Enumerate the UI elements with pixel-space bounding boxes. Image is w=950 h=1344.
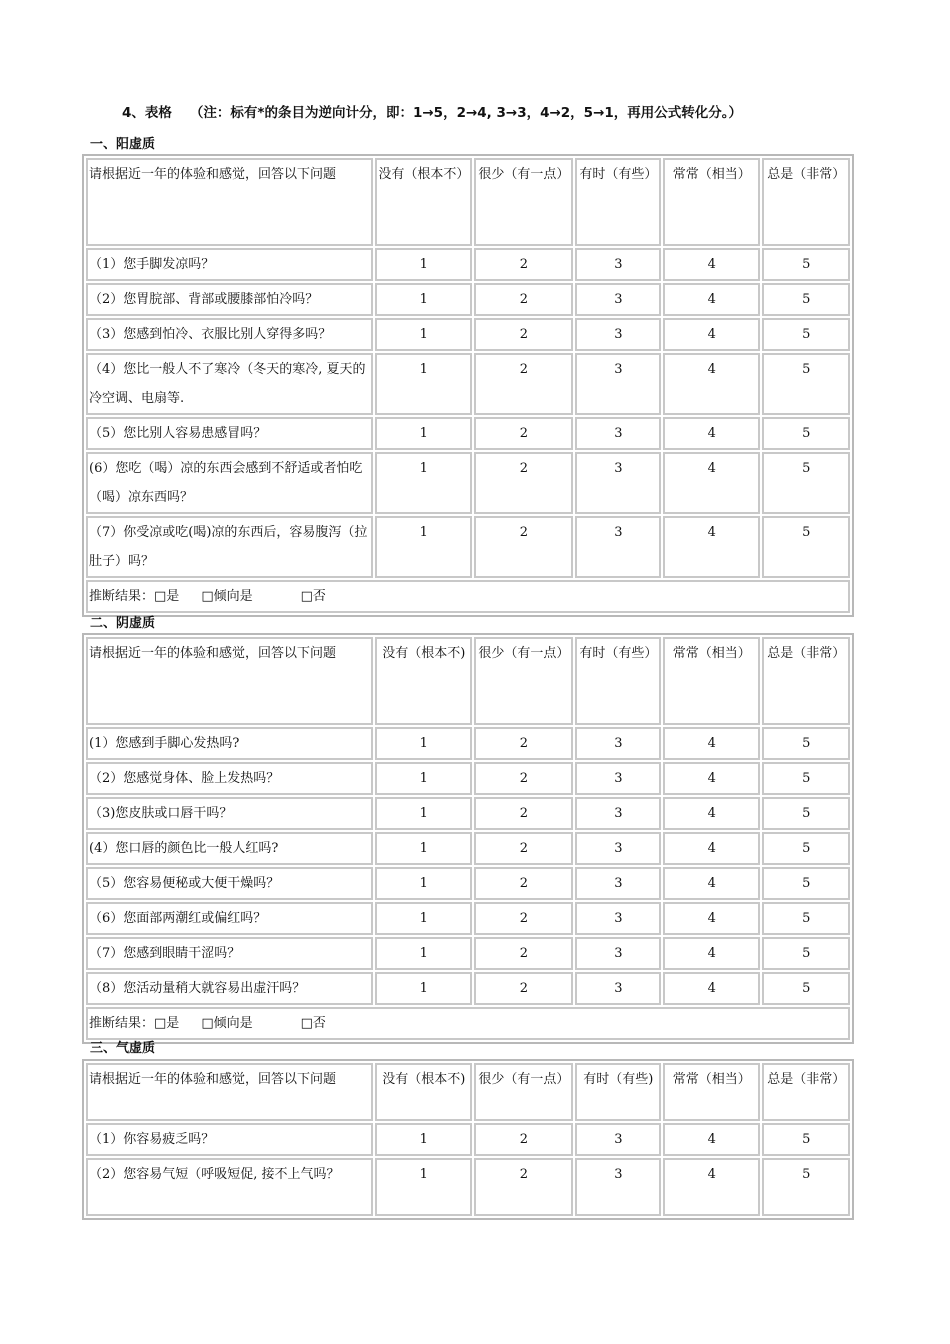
score-option[interactable]: 1 xyxy=(375,417,473,450)
column-header: 总是（非常） xyxy=(762,158,850,246)
score-option[interactable]: 1 xyxy=(375,762,473,795)
score-option[interactable]: 3 xyxy=(575,762,661,795)
score-option[interactable]: 3 xyxy=(575,283,661,316)
score-option[interactable]: 1 xyxy=(375,283,473,316)
score-option[interactable]: 4 xyxy=(663,832,760,865)
question-text: （7）你受凉或吃(喝)凉的东西后，容易腹泻（拉肚子）吗？ xyxy=(86,516,373,578)
score-option[interactable]: 3 xyxy=(575,972,661,1005)
column-header: 有时（有些） xyxy=(575,637,661,725)
column-header: 没有（根本不） xyxy=(375,158,473,246)
question-text: （3)您皮肤或口唇干吗？ xyxy=(86,797,373,830)
result-label: 推断结果： xyxy=(89,1016,155,1031)
score-option[interactable]: 1 xyxy=(375,248,473,281)
score-option[interactable]: 2 xyxy=(474,1123,573,1156)
result-option-tendency[interactable]: □倾向是 xyxy=(201,1016,253,1031)
score-option[interactable]: 1 xyxy=(375,353,473,415)
result-option-no[interactable]: □否 xyxy=(300,589,326,604)
column-header: 很少（有一点） xyxy=(474,637,573,725)
question-text: （1）您手脚发凉吗？ xyxy=(86,248,373,281)
question-text: （1）你容易疲乏吗？ xyxy=(86,1123,373,1156)
question-text: （7）您感到眼睛干涩吗？ xyxy=(86,937,373,970)
score-option[interactable]: 3 xyxy=(575,1123,661,1156)
score-option[interactable]: 3 xyxy=(575,516,661,578)
header-question: 请根据近一年的体验和感觉，回答以下问题 xyxy=(86,637,373,725)
score-option[interactable]: 2 xyxy=(474,797,573,830)
score-option[interactable]: 4 xyxy=(663,353,760,415)
score-option[interactable]: 2 xyxy=(474,318,573,351)
column-header: 很少（有一点） xyxy=(474,1063,573,1121)
questionnaire-table-yin-deficiency xyxy=(82,633,854,1044)
score-option[interactable]: 1 xyxy=(375,867,473,900)
score-option[interactable]: 2 xyxy=(474,832,573,865)
score-option[interactable]: 1 xyxy=(375,452,473,514)
result-row xyxy=(86,580,850,613)
score-option[interactable]: 2 xyxy=(474,283,573,316)
score-option[interactable]: 2 xyxy=(474,902,573,935)
score-option[interactable]: 5 xyxy=(762,727,850,760)
score-option[interactable]: 3 xyxy=(575,832,661,865)
score-option[interactable]: 5 xyxy=(762,797,850,830)
score-option[interactable]: 4 xyxy=(663,762,760,795)
page-heading xyxy=(122,101,742,121)
score-option[interactable]: 5 xyxy=(762,972,850,1005)
score-option[interactable]: 5 xyxy=(762,937,850,970)
column-header: 常常（相当） xyxy=(663,1063,760,1121)
score-option[interactable]: 3 xyxy=(575,417,661,450)
score-option[interactable]: 3 xyxy=(575,353,661,415)
section-title-qi-deficiency: 三、气虚质 xyxy=(90,1041,156,1056)
score-option[interactable]: 1 xyxy=(375,1158,473,1216)
column-header: 没有（根本不) xyxy=(375,637,473,725)
score-option[interactable]: 2 xyxy=(474,353,573,415)
score-option[interactable]: 1 xyxy=(375,1123,473,1156)
score-option[interactable]: 5 xyxy=(762,832,850,865)
column-header: 没有（根本不) xyxy=(375,1063,473,1121)
question-text: （6）您面部两潮红或偏红吗？ xyxy=(86,902,373,935)
score-option[interactable]: 4 xyxy=(663,727,760,760)
score-option[interactable]: 1 xyxy=(375,902,473,935)
question-text: （8）您活动量稍大就容易出虚汗吗？ xyxy=(86,972,373,1005)
score-option[interactable]: 4 xyxy=(663,417,760,450)
question-text: （5）您容易便秘或大便干燥吗？ xyxy=(86,867,373,900)
score-option[interactable]: 5 xyxy=(762,762,850,795)
column-header: 常常（相当） xyxy=(663,637,760,725)
score-option[interactable]: 4 xyxy=(663,867,760,900)
score-option[interactable]: 3 xyxy=(575,867,661,900)
heading-note: （注：标有*的条目为逆向计分，即：1→5，2→4, 3→3，4→2，5→1，再用公式转化分。） xyxy=(189,105,743,121)
score-option[interactable]: 2 xyxy=(474,516,573,578)
score-option[interactable]: 3 xyxy=(575,902,661,935)
result-option-tendency[interactable]: □倾向是 xyxy=(201,589,253,604)
column-header: 总是（非常） xyxy=(762,1063,850,1121)
score-option[interactable]: 3 xyxy=(575,452,661,514)
column-header: 有时（有些） xyxy=(575,158,661,246)
question-text: (1）您感到手脚心发热吗? xyxy=(86,727,373,760)
score-option[interactable]: 3 xyxy=(575,797,661,830)
result-option-no[interactable]: □否 xyxy=(300,1016,326,1031)
score-option[interactable]: 5 xyxy=(762,248,850,281)
questionnaire-table-yang-deficiency xyxy=(82,154,854,617)
score-option[interactable]: 5 xyxy=(762,452,850,514)
header-question: 请根据近一年的体验和感觉，回答以下问题 xyxy=(86,158,373,246)
score-option[interactable]: 5 xyxy=(762,283,850,316)
score-option[interactable]: 2 xyxy=(474,762,573,795)
score-option[interactable]: 2 xyxy=(474,727,573,760)
score-option[interactable]: 1 xyxy=(375,727,473,760)
score-option[interactable]: 1 xyxy=(375,832,473,865)
score-option[interactable]: 3 xyxy=(575,727,661,760)
questionnaire-table-qi-deficiency xyxy=(82,1059,854,1220)
score-option[interactable]: 4 xyxy=(663,452,760,514)
score-option[interactable]: 2 xyxy=(474,417,573,450)
question-text: （2）您胃脘部、背部或腰膝部怕冷吗？ xyxy=(86,283,373,316)
question-text: (6）您吃（喝）凉的东西会感到不舒适或者怕吃（喝）凉东西吗？ xyxy=(86,452,373,514)
question-text: （3）您感到怕冷、衣服比别人穿得多吗？ xyxy=(86,318,373,351)
score-option[interactable]: 5 xyxy=(762,417,850,450)
header-question: 请根据近一年的体验和感觉，回答以下问题 xyxy=(86,1063,373,1121)
section-title-yang-deficiency: 一、阳虚质 xyxy=(90,137,156,152)
column-header: 很少（有一点） xyxy=(474,158,573,246)
section-title-yin-deficiency: 二、阴虚质 xyxy=(90,616,156,631)
question-text: （2）您容易气短（呼吸短促, 接不上气吗？ xyxy=(86,1158,373,1216)
score-option[interactable]: 3 xyxy=(575,937,661,970)
score-option[interactable]: 1 xyxy=(375,972,473,1005)
score-option[interactable]: 5 xyxy=(762,902,850,935)
score-option[interactable]: 5 xyxy=(762,1158,850,1216)
score-option[interactable]: 4 xyxy=(663,797,760,830)
question-text: （4）您比一般人不了寒冷（冬天的寒冷, 夏天的冷空调、电扇等. xyxy=(86,353,373,415)
score-option[interactable]: 1 xyxy=(375,318,473,351)
score-option[interactable]: 4 xyxy=(663,283,760,316)
score-option[interactable]: 4 xyxy=(663,972,760,1005)
score-option[interactable]: 1 xyxy=(375,937,473,970)
score-option[interactable]: 2 xyxy=(474,248,573,281)
heading-title: 4、表格 xyxy=(122,105,172,121)
result-label: 推断结果： xyxy=(89,589,155,604)
score-option[interactable]: 5 xyxy=(762,353,850,415)
score-option[interactable]: 4 xyxy=(663,902,760,935)
score-option[interactable]: 2 xyxy=(474,452,573,514)
score-option[interactable]: 2 xyxy=(474,972,573,1005)
score-option[interactable]: 4 xyxy=(663,937,760,970)
score-option[interactable]: 5 xyxy=(762,318,850,351)
score-option[interactable]: 2 xyxy=(474,937,573,970)
question-text: (4）您口唇的颜色比一般人红吗? xyxy=(86,832,373,865)
score-option[interactable]: 5 xyxy=(762,867,850,900)
score-option[interactable]: 4 xyxy=(663,318,760,351)
score-option[interactable]: 1 xyxy=(375,516,473,578)
score-option[interactable]: 4 xyxy=(663,516,760,578)
score-option[interactable]: 3 xyxy=(575,1158,661,1216)
result-option-yes[interactable]: □是 xyxy=(154,1016,180,1031)
score-option[interactable]: 5 xyxy=(762,516,850,578)
score-option[interactable]: 1 xyxy=(375,797,473,830)
score-option[interactable]: 3 xyxy=(575,318,661,351)
score-option[interactable]: 3 xyxy=(575,248,661,281)
score-option[interactable]: 4 xyxy=(663,248,760,281)
column-header: 有时（有些) xyxy=(575,1063,661,1121)
score-option[interactable]: 5 xyxy=(762,1123,850,1156)
result-row xyxy=(86,1007,850,1040)
score-option[interactable]: 2 xyxy=(474,867,573,900)
column-header: 总是（非常） xyxy=(762,637,850,725)
question-text: （2）您感觉身体、脸上发热吗？ xyxy=(86,762,373,795)
column-header: 常常（相当） xyxy=(663,158,760,246)
score-option[interactable]: 4 xyxy=(663,1123,760,1156)
result-option-yes[interactable]: □是 xyxy=(154,589,180,604)
score-option[interactable]: 4 xyxy=(663,1158,760,1216)
score-option[interactable]: 2 xyxy=(474,1158,573,1216)
question-text: （5）您比别人容易患感冒吗？ xyxy=(86,417,373,450)
